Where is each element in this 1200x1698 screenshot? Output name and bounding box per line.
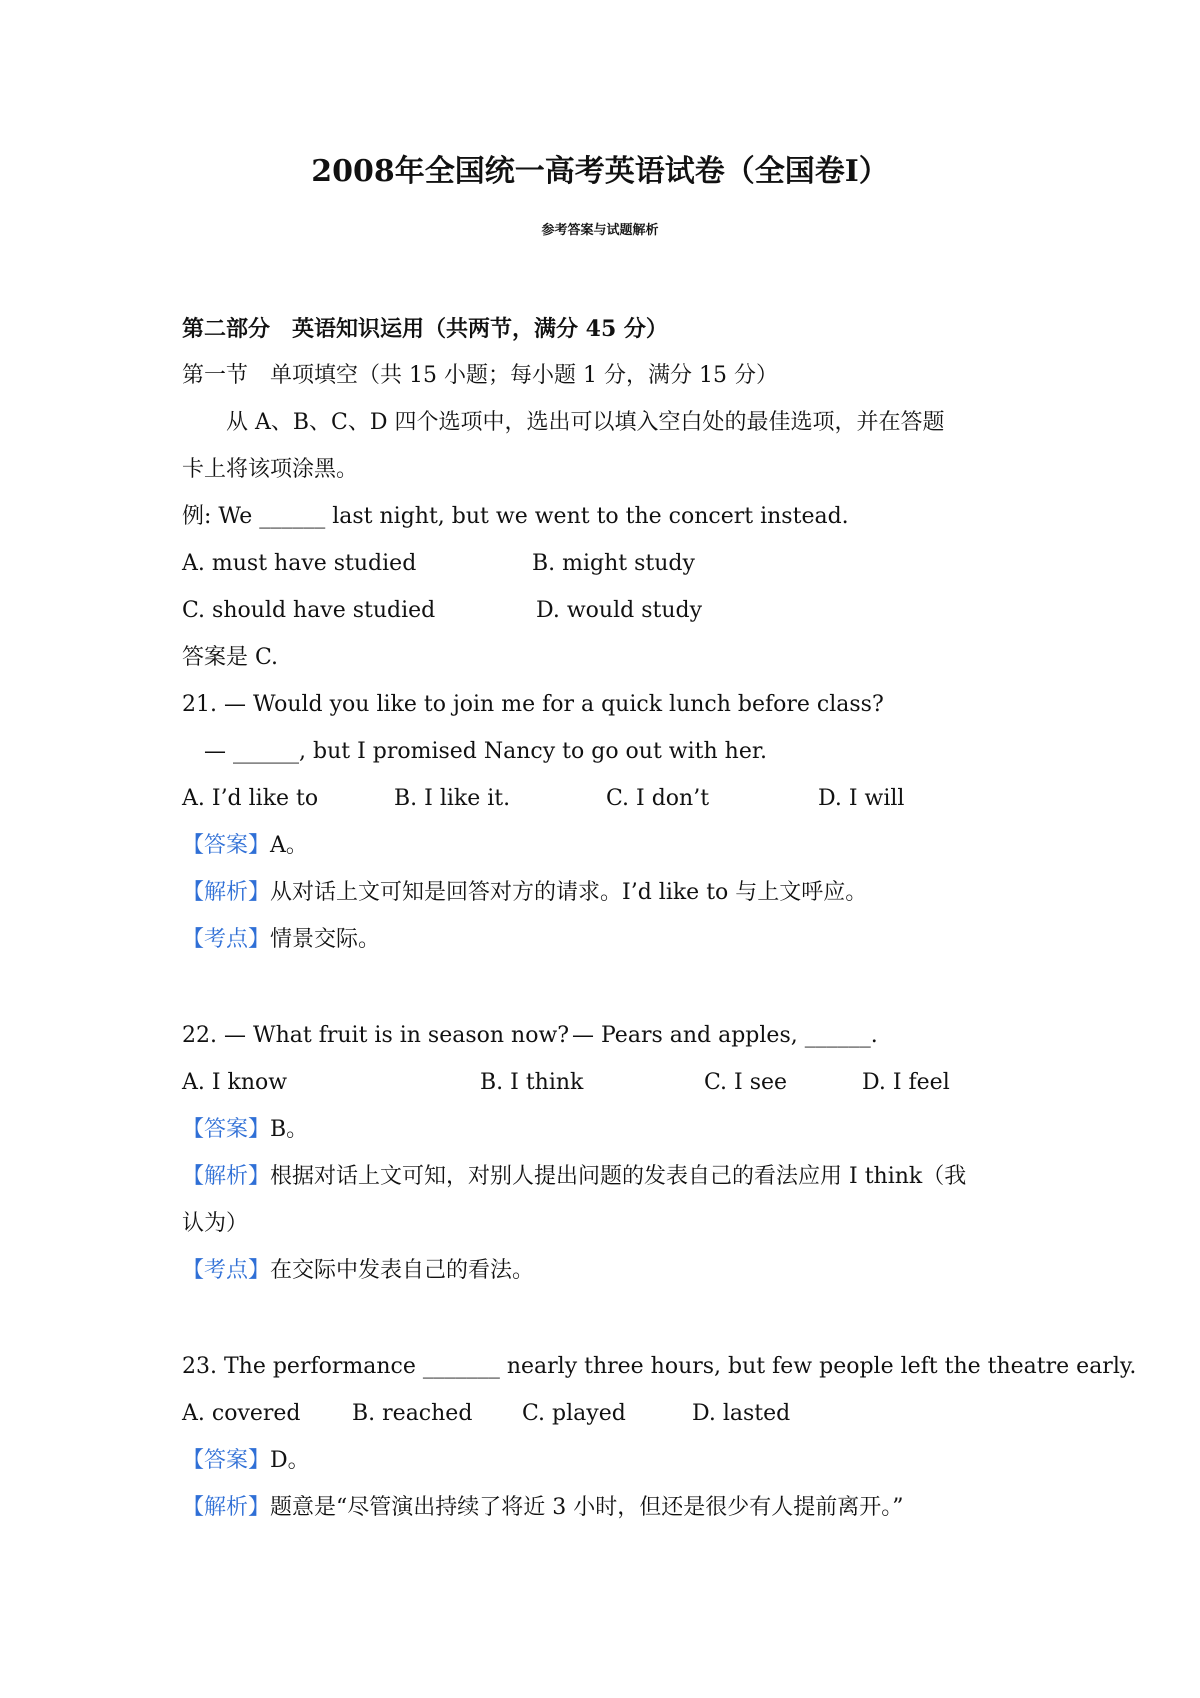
q21-stem-line-1: 21. — Would you like to join me for a quick lunch before class? bbox=[182, 692, 884, 717]
q23-option-d: D. lasted bbox=[692, 1401, 791, 1426]
q23-answer bbox=[182, 1446, 310, 1476]
q21-option-b: B. I like it. bbox=[394, 786, 511, 811]
q22-stem bbox=[182, 1021, 1082, 1051]
analysis-tag: 【解析】 bbox=[182, 1495, 271, 1520]
analysis-text: 从对话上文可知是回答对方的请求。I’d like to 与上文呼应。 bbox=[270, 880, 868, 905]
example-options-row-1 bbox=[182, 549, 1082, 579]
q21-option-d: D. I will bbox=[818, 786, 905, 811]
q22-point bbox=[182, 1256, 534, 1286]
point-text: 在交际中发表自己的看法。 bbox=[270, 1258, 535, 1283]
example-option-d: D. would study bbox=[536, 598, 703, 623]
q21-option-c: C. I don’t bbox=[606, 786, 710, 811]
analysis-tag: 【解析】 bbox=[182, 1164, 271, 1189]
example-option-c: C. should have studied bbox=[182, 598, 436, 623]
analysis-text: 根据对话上文可知，对别人提出问题的发表自己的看法应用 I think（我 bbox=[270, 1164, 967, 1189]
example-options-row-2 bbox=[182, 596, 1082, 626]
instruction-line-2: 卡上将该项涂黑。 bbox=[182, 457, 359, 482]
answer-value: D。 bbox=[270, 1448, 310, 1473]
q22-stem-reply: — Pears and apples, ______. bbox=[572, 1023, 878, 1048]
q21-stem-line-2: — ______, but I promised Nancy to go out with her. bbox=[204, 739, 767, 764]
example-option-b: B. might study bbox=[532, 551, 695, 576]
q23-option-c: C. played bbox=[522, 1401, 626, 1426]
q22-options bbox=[182, 1068, 1082, 1098]
analysis-text: 题意是“尽管演出持续了将近 3 小时，但还是很少有人提前离开。” bbox=[270, 1495, 904, 1520]
part-heading: 第二部分 英语知识运用（共两节，满分 45 分） bbox=[182, 316, 668, 342]
answer-value: A。 bbox=[270, 833, 308, 858]
answer-tag: 【答案】 bbox=[182, 1448, 271, 1473]
page-title: 2008年全国统一高考英语试卷（全国卷I） bbox=[311, 154, 889, 189]
analysis-tag: 【解析】 bbox=[182, 880, 271, 905]
q23-option-a: A. covered bbox=[182, 1401, 301, 1426]
example-answer: 答案是 C. bbox=[182, 645, 279, 670]
q22-analysis-line-2: 认为） bbox=[182, 1211, 249, 1236]
q21-options bbox=[182, 784, 1082, 814]
answer-tag: 【答案】 bbox=[182, 833, 271, 858]
point-tag: 【考点】 bbox=[182, 927, 271, 952]
example-question: 例: We ______ last night, but we went to the concert instead. bbox=[182, 504, 849, 529]
q22-option-b: B. I think bbox=[480, 1070, 584, 1095]
q22-analysis bbox=[182, 1162, 966, 1192]
point-tag: 【考点】 bbox=[182, 1258, 271, 1283]
q23-analysis bbox=[182, 1493, 904, 1523]
answer-tag: 【答案】 bbox=[182, 1117, 271, 1142]
answer-value: B。 bbox=[270, 1117, 309, 1142]
q21-option-a: A. I’d like to bbox=[182, 786, 319, 811]
q22-option-d: D. I feel bbox=[862, 1070, 950, 1095]
instruction-line-1: 从 A、B、C、D 四个选项中，选出可以填入空白处的最佳选项，并在答题 bbox=[182, 410, 945, 435]
point-text: 情景交际。 bbox=[270, 927, 381, 952]
q21-analysis bbox=[182, 878, 867, 908]
q22-option-c: C. I see bbox=[704, 1070, 788, 1095]
section-heading: 第一节 单项填空（共 15 小题；每小题 1 分，满分 15 分） bbox=[182, 363, 778, 388]
example-option-a: A. must have studied bbox=[182, 551, 417, 576]
q22-answer bbox=[182, 1115, 308, 1145]
q23-options bbox=[182, 1399, 1082, 1429]
q23-stem: 23. The performance _______ nearly three hours, but few people left the theatre early. bbox=[182, 1354, 1137, 1379]
q21-point bbox=[182, 925, 380, 955]
q23-option-b: B. reached bbox=[352, 1401, 473, 1426]
q22-stem-question: 22. — What fruit is in season now? bbox=[182, 1023, 570, 1048]
q22-option-a: A. I know bbox=[182, 1070, 288, 1095]
q21-answer bbox=[182, 831, 308, 861]
page-subtitle: 参考答案与试题解析 bbox=[541, 223, 659, 238]
